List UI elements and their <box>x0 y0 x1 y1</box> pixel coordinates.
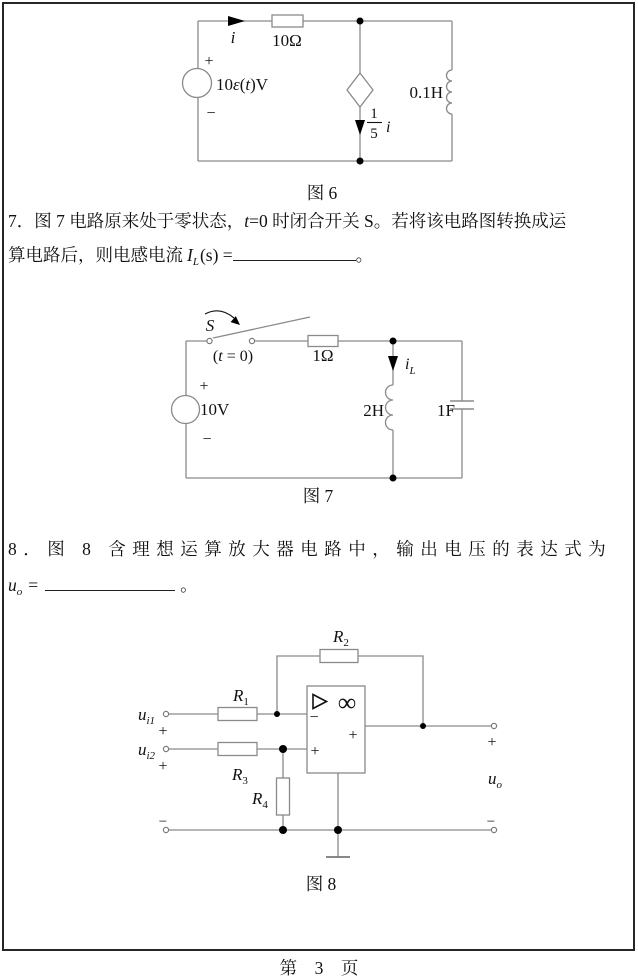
fig7-resistor-label: 1Ω <box>312 346 334 365</box>
fig8-node-gnd-r4 <box>279 826 287 834</box>
fig6-inductor-label: 0.1H <box>409 83 443 102</box>
fig6-dep-current-arrow-icon <box>355 120 365 135</box>
q7-text-c: 算电路后，则电感电流 <box>8 245 183 265</box>
q7-IL-base: I <box>187 245 193 265</box>
fig6-dep-gain-label <box>367 106 390 142</box>
fig6-current-label: i <box>230 28 236 47</box>
fig7-inductor-label: 2H <box>363 401 384 420</box>
fig6-minus-label: − <box>206 105 216 122</box>
q7-answer-blank <box>233 242 356 261</box>
fig8-ui2-label: $u_{i2}$ <box>138 740 156 762</box>
fig7-inductor-icon <box>386 385 394 430</box>
fig8-r4-label: $R_4$ <box>252 789 268 811</box>
fig8-node-output <box>420 723 426 729</box>
fig8-opamp-plus-out-label: + <box>348 727 358 744</box>
fig7-inductor-current-label: $i_L$ <box>405 356 416 377</box>
fig8-r2-label: $R_2$ <box>333 627 349 649</box>
fig7-switch-blade <box>213 317 310 338</box>
fig8-in2-plus-label: + <box>158 758 168 775</box>
fig6-dependent-source-icon <box>347 73 373 107</box>
svg-text:i: i <box>386 119 391 136</box>
fig6-node-bottom <box>357 158 364 165</box>
svg-text:1: 1 <box>370 106 378 122</box>
fig7-switch-time-label: (t = 0) <box>212 348 254 365</box>
fig8-r1-icon <box>218 708 257 721</box>
fig8-r3-label: $R_3$ <box>232 765 248 787</box>
svg-text:5: 5 <box>370 126 378 142</box>
q7-IL-rest: (s) = <box>199 245 233 265</box>
q8-uo-base: u <box>8 575 17 595</box>
fig8-out-plus-label: + <box>487 734 497 751</box>
fig7-capacitor-label: 1F <box>437 401 455 420</box>
q8-equals: = <box>28 575 39 595</box>
page-number-label: 第 3 页 <box>279 958 359 978</box>
fig8-uo-label: $u_o$ <box>488 769 502 791</box>
q7-text-a: 7．图 7 电路原来处于零状态， <box>8 211 245 231</box>
q7-t-var: t <box>244 211 250 231</box>
question-8 <box>8 531 632 610</box>
q8-line2 <box>8 567 632 610</box>
fig7-caption: 图 7 <box>302 486 334 506</box>
fig7-switch-terminal-right <box>249 338 254 343</box>
fig8-node-gnd-op <box>334 826 342 834</box>
fig7-switch-label: S <box>205 316 215 335</box>
figure-6-circuit <box>0 0 638 206</box>
q8-text-a: 8．图 8 含理想运算放大器电路中，输出电压的表达式为 <box>8 539 613 559</box>
q7-line1 <box>8 204 632 238</box>
fig7-node-bottom <box>390 475 397 482</box>
fig7-switch-terminal-left <box>207 338 212 343</box>
fig8-terminal-ui1 <box>163 711 168 716</box>
q7-IL-sub: L <box>192 256 199 268</box>
fig7-resistor-icon <box>308 336 338 347</box>
fig6-resistor-label: 10Ω <box>272 31 302 50</box>
q8-uo-sub: o <box>16 586 23 598</box>
fig8-terminal-ui2 <box>163 746 168 751</box>
fig8-gnd-minus-left-label: − <box>158 814 168 830</box>
q7-text-b: =0 时闭合开关 S。若将该电路图转换成运 <box>249 211 567 231</box>
fig8-node-inv <box>274 711 280 717</box>
fig8-r3-icon <box>218 743 257 756</box>
fig8-node-noninv <box>279 745 287 753</box>
fig8-r2-icon <box>320 650 358 663</box>
fig6-source-label: 10ε(t)V <box>216 75 269 94</box>
fig6-resistor-icon <box>272 15 303 27</box>
fig7-inductor-current-arrow-icon <box>388 356 398 371</box>
fig7-switch-arrowhead-icon <box>231 316 240 325</box>
fig6-current-arrow-icon <box>228 16 245 26</box>
fig6-caption: 图 6 <box>306 183 338 203</box>
fig8-r4-icon <box>277 778 290 815</box>
fig7-voltage-source-icon <box>172 396 200 424</box>
figure-8-circuit <box>0 615 638 900</box>
q8-answer-blank <box>45 572 175 591</box>
fig6-voltage-source-icon <box>183 69 212 98</box>
fig8-terminal-out <box>491 723 496 728</box>
q8-period: 。 <box>180 575 198 595</box>
fig8-in1-plus-label: + <box>158 723 168 740</box>
fig6-node-top <box>357 18 364 25</box>
fig7-source-label: 10V <box>200 400 230 419</box>
fig7-minus-label: − <box>202 431 212 448</box>
fig6-plus-label: + <box>204 53 214 70</box>
q7-period: 。 <box>355 245 374 265</box>
fig8-caption: 图 8 <box>305 874 337 894</box>
fig8-opamp-plus-in-label: + <box>310 743 320 760</box>
fig7-node-top <box>390 338 397 345</box>
fig8-gnd-minus-right-label: − <box>486 814 496 830</box>
q7-line2 <box>8 238 632 279</box>
fig8-opamp-minus-label: − <box>309 709 319 726</box>
fig7-plus-label: + <box>199 378 209 395</box>
question-7 <box>8 204 632 279</box>
page-footer <box>0 955 638 980</box>
q8-line1 <box>8 531 632 567</box>
fig8-ui1-label: $u_{i1}$ <box>138 705 156 727</box>
fig8-opamp-infinity-label: ∞ <box>337 688 357 717</box>
fig8-r1-label: $R_1$ <box>233 686 249 708</box>
figure-7-circuit <box>0 305 638 510</box>
fig6-inductor-icon <box>447 70 452 114</box>
